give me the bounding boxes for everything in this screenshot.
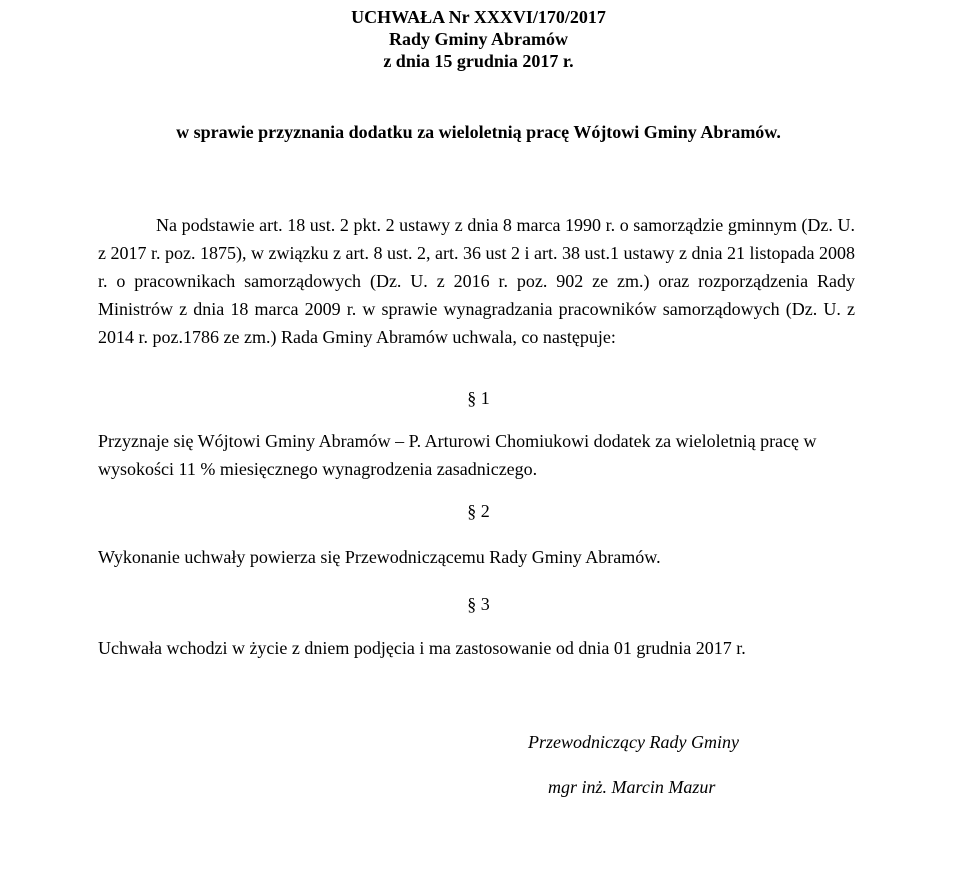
paragraph-1-text: Przyznaje się Wójtowi Gminy Abramów – P. Arturowi Chomiukowi dodatek za wieloletnią pracę w wysokości 11 % miesięcznego wynagrodzenia zasadniczego. [98,431,817,479]
resolution-subject: w sprawie przyznania dodatku za wieloletnią pracę Wójtowi Gminy Abramów. [176,122,781,142]
paragraph-1-mark: § 1 [467,388,490,408]
paragraph-2-mark: § 2 [467,501,490,521]
resolution-date: z dnia 15 grudnia 2017 r. [383,51,574,71]
paragraph-2-text: Wykonanie uchwały powierza się Przewodniczącemu Rady Gminy Abramów. [98,547,661,567]
issuing-body: Rady Gminy Abramów [388,29,568,49]
signature-name: mgr inż. Marcin Mazur [548,777,716,797]
document-header [0,6,957,72]
signature-title: Przewodniczący Rady Gminy [528,732,739,752]
resolution-number: UCHWAŁA Nr XXXVI/170/2017 [351,7,606,27]
paragraph-3-mark: § 3 [467,594,490,614]
paragraph-3-text: Uchwała wchodzi w życie z dniem podjęcia i ma zastosowanie od dnia 01 grudnia 2017 r. [98,638,746,658]
legal-basis-preamble: Na podstawie art. 18 ust. 2 pkt. 2 ustawy z dnia 8 marca 1990 r. o samorządzie gminnym (Dz. U. z 2017 r. poz. 1875), w związku z art. 8 ust. 2, art. 36 ust 2 i art. 38 ust.1 ustawy z dnia 21 listopada 2008 r. o pracownikach samorządowych (Dz. U. z 2016 r. poz. 902 ze zm.) oraz rozporządzenia Rady Ministrów z dnia 18 marca 2009 r. w sprawie wynagradzania pracowników samorządowych (Dz. U. z 2014 r. poz.1786 ze zm.) Rada Gminy Abramów uchwala, co następuje: [98,215,855,347]
